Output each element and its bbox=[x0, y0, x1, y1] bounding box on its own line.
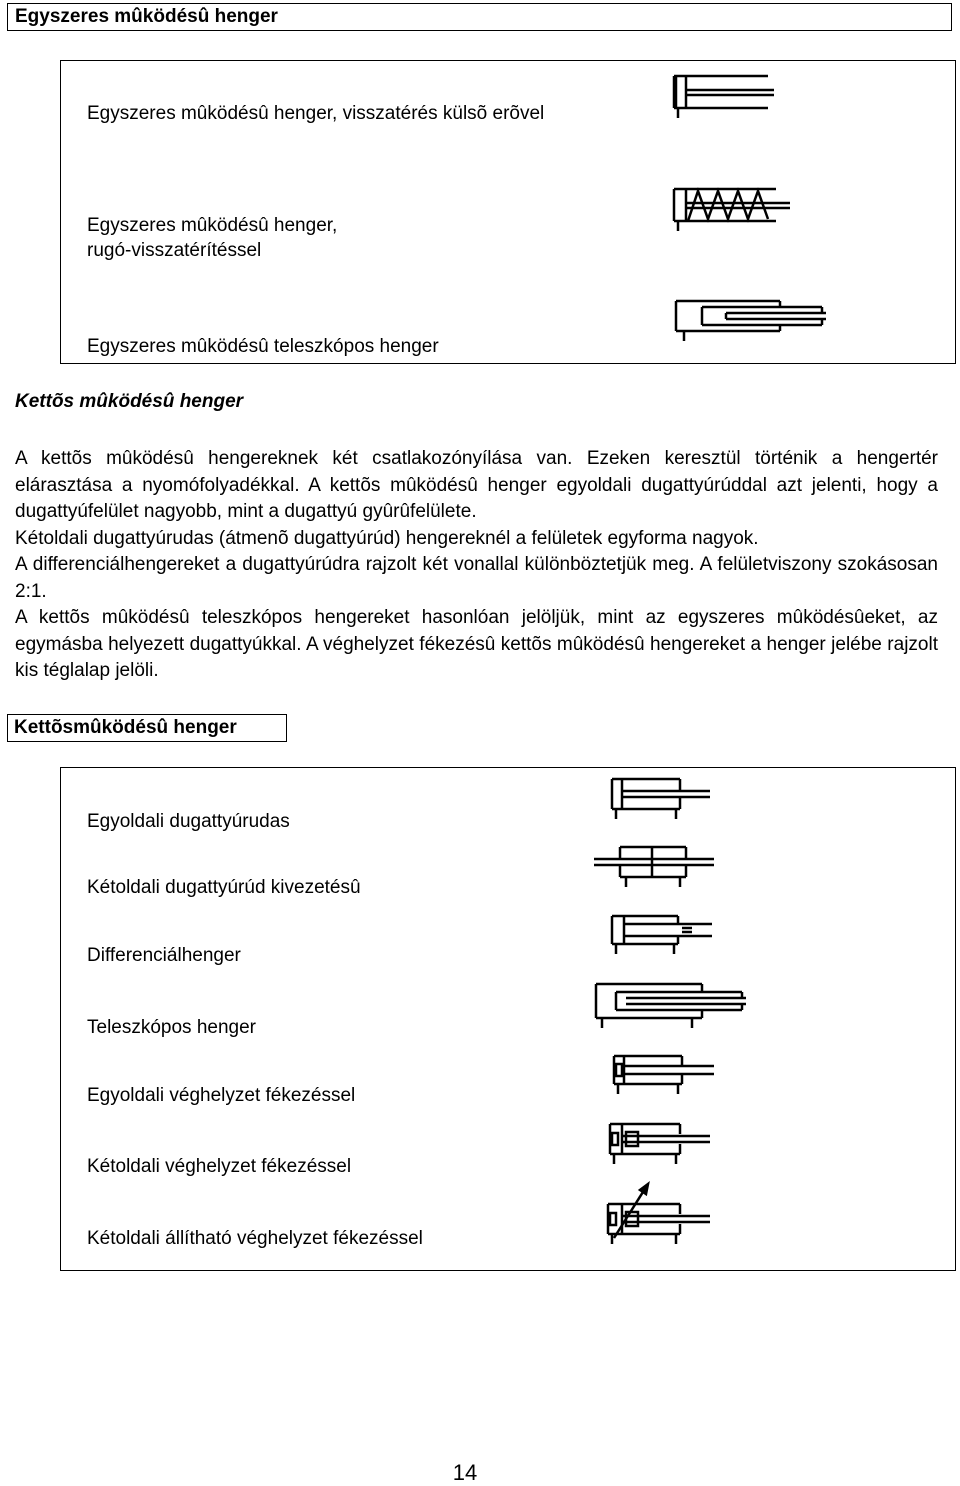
double-acting-title: Kettõs mûködésû henger bbox=[15, 391, 244, 412]
telescopic-cylinder-icon bbox=[672, 295, 832, 345]
label-spring-return-line1: Egyszeres mûködésû henger, bbox=[87, 215, 338, 236]
paragraph-2: Kétoldali dugattyúrudas (átmenõ dugattyúrúd) hengereknél a felületek egyforma nagyok. bbox=[15, 527, 759, 549]
adjustable-cushion-cylinder-icon bbox=[604, 1180, 724, 1250]
label-spring-return-line2: rugó-visszatérítéssel bbox=[87, 240, 262, 261]
paragraph-3: A differenciálhengereket a dugattyúrúdra rajzolt két vonallal különböztetjük meg. A felületviszony szokásosan 2:1. bbox=[15, 554, 938, 602]
single-rod-cylinder-icon bbox=[606, 775, 716, 825]
label-single-rod: Egyoldali dugattyúrudas bbox=[87, 811, 290, 832]
label-differential: Differenciálhenger bbox=[87, 945, 241, 966]
section-header-single-acting: Egyszeres mûködésû henger bbox=[7, 3, 952, 31]
label-external-return: Egyszeres mûködésû henger, visszatérés külsõ erõvel bbox=[87, 103, 545, 124]
section-header-double-acting: Kettõsmûködésû henger bbox=[7, 714, 287, 742]
label-telescopic-double: Teleszkópos henger bbox=[87, 1017, 256, 1038]
double-acting-description bbox=[15, 446, 938, 685]
cylinder-external-return-icon bbox=[668, 72, 778, 122]
label-telescopic: Egyszeres mûködésû teleszkópos henger bbox=[87, 336, 439, 357]
page-number: 14 bbox=[452, 1460, 478, 1485]
telescopic-double-cylinder-icon bbox=[592, 978, 752, 1033]
double-cushion-cylinder-icon bbox=[606, 1120, 716, 1170]
cylinder-spring-return-icon bbox=[668, 185, 798, 235]
label-single-cushion: Egyoldali véghelyzet fékezéssel bbox=[87, 1085, 356, 1106]
label-double-rod: Kétoldali dugattyúrúd kivezetésû bbox=[87, 877, 361, 898]
single-cushion-cylinder-icon bbox=[610, 1052, 720, 1102]
paragraph-4: A kettõs mûködésû teleszkópos hengereket hasonlóan jelöljük, mint az egyszeres mûködésûeket, az egymásba helyezett dugattyúkkal. A véghelyzet fékezésû kettõs mûködésû hengereket a henger jelébe rajzolt kis téglalap jelöli. bbox=[15, 607, 938, 681]
paragraph-1: A kettõs mûködésû hengereknek két csatlakozónyílása van. Ezeken keresztül történik a hengertér elárasztása a nyomófolyadékkal. A kettõs mûködésû henger egyoldali dugattyúrúddal azt jelenti, hogy a dugattyúfelület nagyobb, mint a dugattyú gyûrûfelülete. bbox=[15, 448, 938, 522]
double-rod-cylinder-icon bbox=[590, 843, 720, 893]
label-double-cushion: Kétoldali véghelyzet fékezéssel bbox=[87, 1156, 352, 1177]
differential-cylinder-icon bbox=[608, 912, 718, 962]
label-adjustable-cushion: Kétoldali állítható véghelyzet fékezéssel bbox=[87, 1228, 423, 1249]
